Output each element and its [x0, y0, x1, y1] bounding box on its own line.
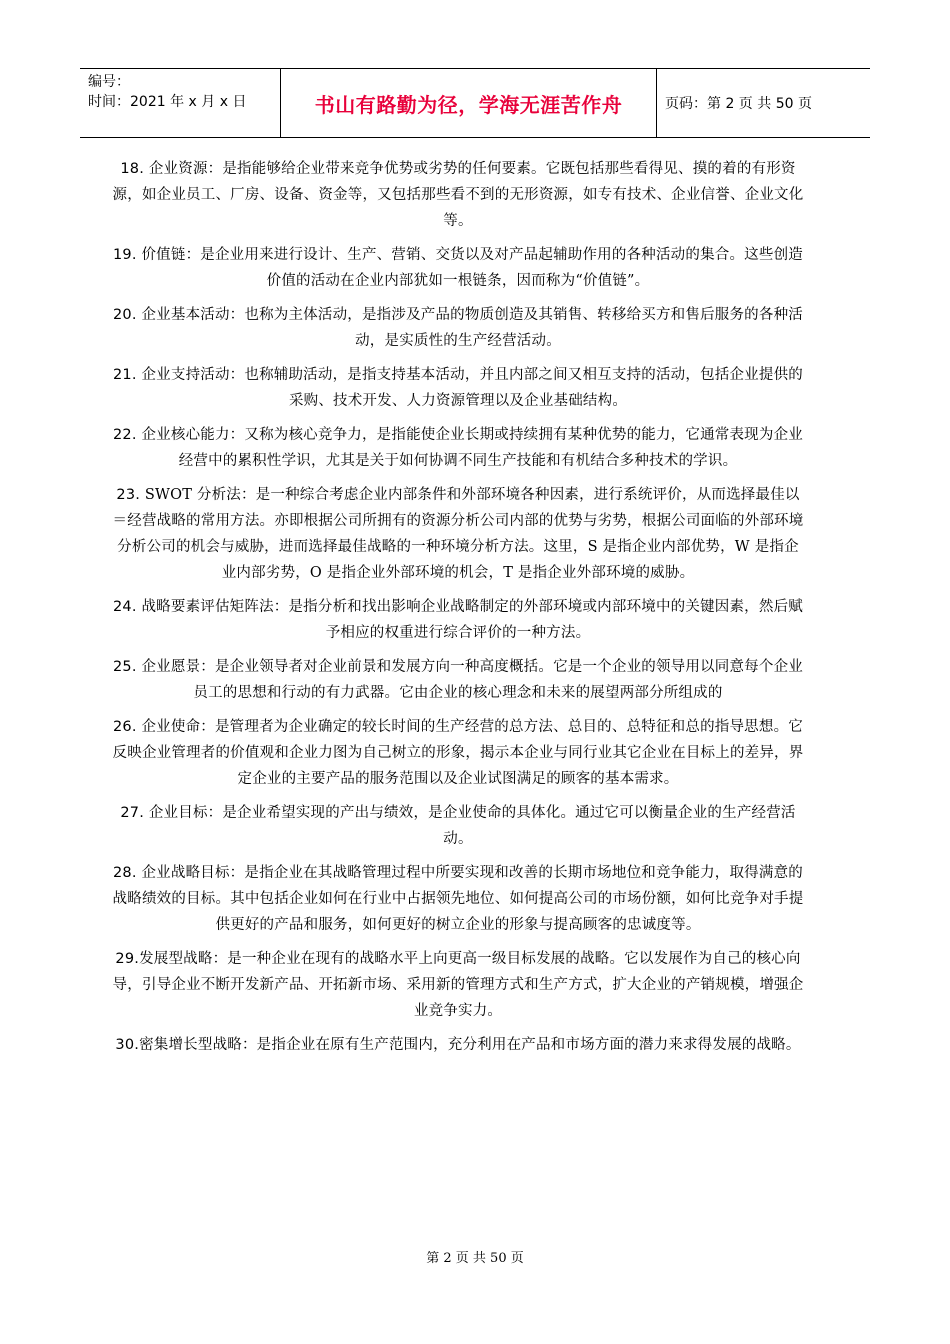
paragraph-number: 28. [113, 865, 137, 881]
paragraph-number: 19. [113, 247, 137, 263]
paragraph-text: 企业目标：是企业希望实现的产出与绩效，是企业使命的具体化。通过它可以衡量企业的生产经营活动。 [144, 805, 796, 847]
time-label: 时间：2021 年 x 月 x 日 [88, 94, 247, 110]
paragraph-number: 20. [113, 307, 137, 323]
paragraph-number: 25. [113, 659, 137, 675]
paragraph-number: 26. [113, 719, 137, 735]
paragraph-number: 29. [115, 951, 140, 967]
paragraph [110, 422, 806, 474]
paragraph [110, 654, 806, 706]
paragraph [110, 362, 806, 414]
paragraph [110, 860, 806, 938]
paragraph-text: SWOT 分析法：是一种综合考虑企业内部条件和外部环境各种因素，进行系统评价，从而选择最佳以＝经营战略的常用方法。亦即根据公司所拥有的资源分析公司内部的优势与劣势，根据公司面临的外部环境分析公司的机会与威胁，进而选择最佳战略的一种环境分析方法。这里，S 是指企业内部优势，W 是指企业内部劣势，O 是指企业外部环境的机会，T 是指企业外部环境的威胁。 [112, 487, 804, 581]
paragraph-text: 企业核心能力：又称为核心竞争力，是指能使企业长期或持续拥有某种优势的能力，它通常表现为企业经营中的累积性学识，尤其是关于如何协调不同生产技能和有机结合多种技术的学识。 [136, 427, 803, 469]
paragraph-number: 22. [113, 427, 137, 443]
paragraph [110, 946, 806, 1024]
paragraph [110, 242, 806, 294]
page-header [80, 68, 870, 138]
paragraph-number: 18. [120, 161, 145, 177]
paragraph-text: 价值链：是企业用来进行设计、生产、营销、交货以及对产品起辅助作用的各种活动的集合。这些创造价值的活动在企业内部犹如一根链条，因而称为“价值链”。 [136, 247, 803, 289]
paragraph-number: 30. [115, 1037, 140, 1053]
paragraph [110, 302, 806, 354]
slogan: 书山有路勤为径，学海无涯苦作舟 [314, 92, 623, 117]
paragraph-text: 企业使命：是管理者为企业确定的较长时间的生产经营的总方法、总目的、总特征和总的指导思想。它反映企业管理者的价值观和企业力图为自己树立的形象，揭示本企业与同行业其它企业在目标上的差异，界定企业的主要产品的服务范围以及企业试图满足的顾客的基本需求。 [112, 719, 804, 787]
paragraph [110, 594, 806, 646]
page-info: 页码：第 2 页 共 50 页 [665, 96, 812, 112]
paragraph-text: 战略要素评估矩阵法：是指分析和找出影响企业战略制定的外部环境或内部环境中的关键因素，然后赋予相应的权重进行综合评价的一种方法。 [136, 599, 803, 641]
paragraph [110, 156, 806, 234]
paragraph-text: 企业资源：是指能够给企业带来竞争优势或劣势的任何要素。它既包括那些看得见、摸的着的有形资源，如企业员工、厂房、设备、资金等，又包括那些看不到的无形资源，如专有技术、企业信誉、企业文化等。 [112, 161, 804, 229]
paragraph [110, 1032, 806, 1058]
paragraph-number: 21. [113, 367, 137, 383]
paragraph [110, 714, 806, 792]
header-slogan-cell [281, 69, 657, 137]
serial-label: 编号： [88, 74, 130, 90]
paragraph-number: 23. [116, 487, 141, 503]
paragraph-text: 企业基本活动：也称为主体活动，是指涉及产品的物质创造及其销售、转移给买方和售后服务的各种活动，是实质性的生产经营活动。 [136, 307, 803, 349]
header-meta [80, 69, 281, 137]
paragraph-text: 企业支持活动：也称辅助活动，是指支持基本活动，并且内部之间又相互支持的活动，包括企业提供的采购、技术开发、人力资源管理以及企业基础结构。 [136, 367, 803, 409]
page-footer: 第 2 页 共 50 页 [426, 1251, 524, 1266]
paragraph-number: 24. [113, 599, 137, 615]
paragraph [110, 800, 806, 852]
paragraph-text: 发展型战略：是一种企业在现有的战略水平上向更高一级目标发展的战略。它以发展作为自己的核心向导，引导企业不断开发新产品、开拓新市场、采用新的管理方式和生产方式，扩大企业的产销规模，增强企业竞争实力。 [112, 951, 804, 1019]
paragraph-text: 企业战略目标：是指企业在其战略管理过程中所要实现和改善的长期市场地位和竞争能力，取得满意的战略绩效的目标。其中包括企业如何在行业中占据领先地位、如何提高公司的市场份额，如何比竞争对手提供更好的产品和服务，如何更好的树立企业的形象与提高顾客的忠诚度等。 [112, 865, 804, 933]
paragraph-text: 密集增长型战略：是指企业在原有生产范围内，充分利用在产品和市场方面的潜力来求得发展的战略。 [139, 1037, 801, 1053]
header-page-info-cell [657, 69, 870, 137]
paragraph-text: 企业愿景：是企业领导者对企业前景和发展方向一种高度概括。它是一个企业的领导用以同意每个企业员工的思想和行动的有力武器。它由企业的核心理念和未来的展望两部分所组成的 [136, 659, 803, 701]
document-body [110, 156, 806, 1066]
paragraph-number: 27. [120, 805, 145, 821]
paragraph [110, 482, 806, 586]
